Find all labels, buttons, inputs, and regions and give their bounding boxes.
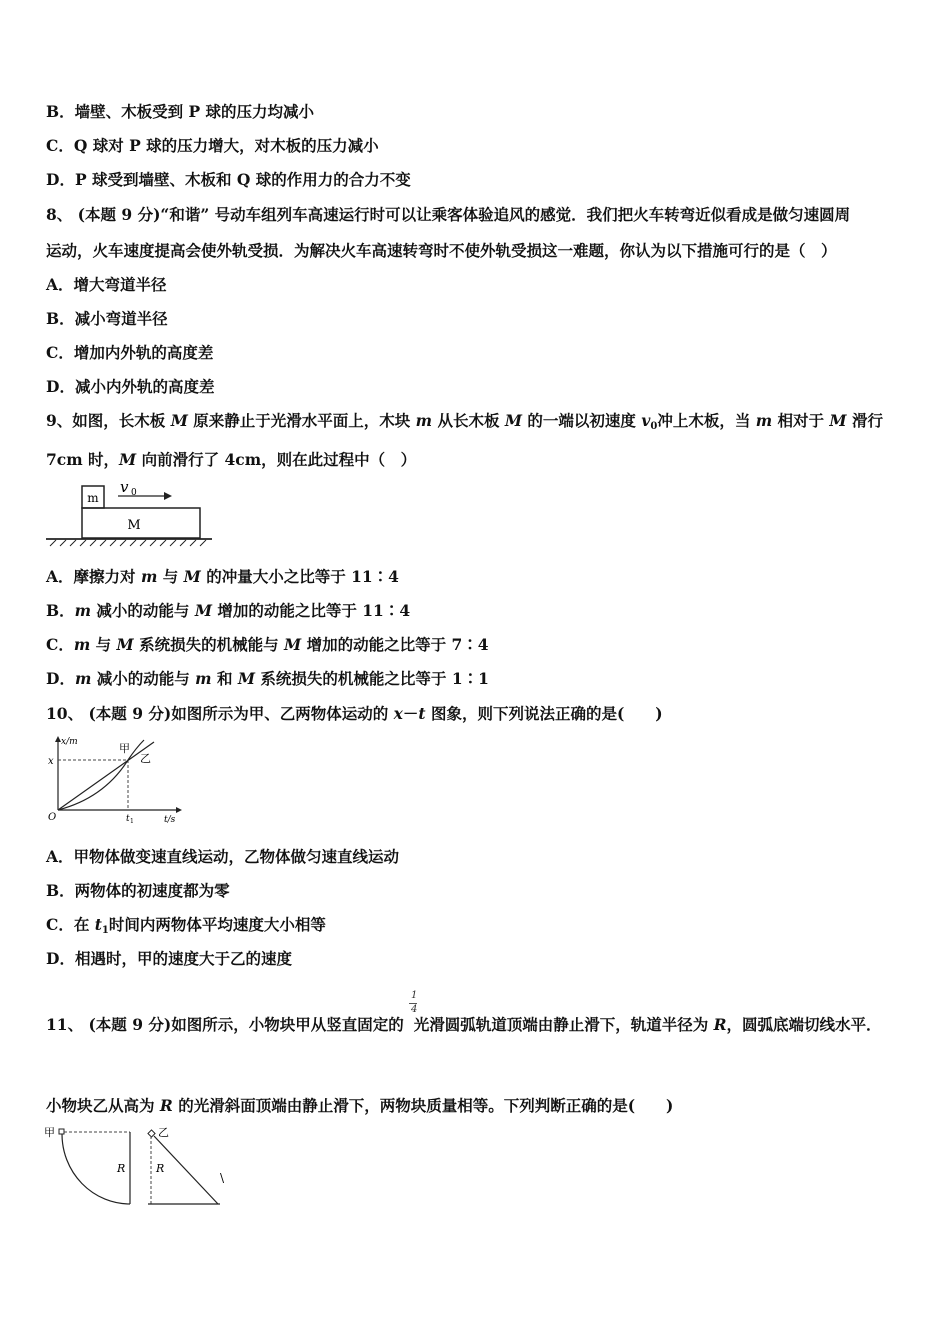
q9b-text: 减小的动能与 bbox=[91, 601, 195, 620]
q11-stem-line2 bbox=[46, 1096, 673, 1116]
q9c-var: m bbox=[73, 635, 91, 654]
q9a-var: M bbox=[183, 567, 201, 586]
q9-var: m bbox=[415, 411, 433, 430]
q11-text: 光滑圆弧轨道顶端由静止滑下，轨道半径为 bbox=[413, 1015, 714, 1034]
quarter-fraction-den: 4 bbox=[411, 1004, 418, 1015]
q9-option-a bbox=[46, 567, 399, 587]
q11-text: 的光滑斜面顶端由静止滑下，两物块质量相等。下列判断正确的是( ) bbox=[172, 1096, 674, 1115]
q9d-text: D． bbox=[46, 669, 75, 688]
q9c-text: 系统损失的机械能与 bbox=[133, 635, 285, 654]
q9-var: M bbox=[119, 450, 137, 469]
stray-mark: \ bbox=[220, 1171, 225, 1185]
ground-hatching bbox=[50, 540, 206, 546]
q9a-text: 与 bbox=[157, 567, 184, 586]
q9-var: M bbox=[170, 411, 188, 430]
q9d-text: 系统损失的机械能之比等于 1∶1 bbox=[255, 669, 489, 688]
q11-var: R bbox=[159, 1096, 173, 1115]
yi-block bbox=[148, 1130, 155, 1137]
q9-text: 滑行 bbox=[846, 411, 883, 430]
q9c-var: M bbox=[284, 635, 302, 654]
q10-var: t bbox=[418, 704, 426, 723]
velocity-arrow-head bbox=[164, 492, 172, 500]
t1-subscript: 1 bbox=[130, 818, 134, 825]
q9-option-b bbox=[46, 601, 410, 621]
q10-dash: － bbox=[402, 704, 419, 723]
x-axis-arrow bbox=[176, 807, 182, 813]
q10c-text: C．在 bbox=[46, 915, 95, 934]
q9c-text: 增加的动能之比等于 7∶4 bbox=[301, 635, 489, 654]
q10-option-d: D．相遇时，甲的速度大于乙的速度 bbox=[46, 949, 292, 968]
q9-text: 冲上木板，当 bbox=[657, 411, 756, 430]
velocity-subscript: 0 bbox=[131, 488, 137, 498]
q11-text: 小物块乙从高为 bbox=[46, 1096, 160, 1115]
q9-subscript: 0 bbox=[650, 421, 658, 432]
q9a-text: 的冲量大小之比等于 11∶4 bbox=[200, 567, 399, 586]
q9-text: 7cm 时， bbox=[46, 450, 120, 469]
board-label: M bbox=[127, 518, 141, 533]
jia-label: 甲 bbox=[119, 742, 130, 755]
quarter-fraction-num: 1 bbox=[411, 990, 418, 1001]
small-block-label: m bbox=[87, 491, 99, 505]
q9-text: 原来静止于光滑水平面上，木块 bbox=[187, 411, 416, 430]
q10c-var: t bbox=[94, 915, 102, 934]
q9-var: v bbox=[641, 411, 651, 430]
jia-block bbox=[59, 1129, 64, 1134]
t1-label: t bbox=[126, 814, 130, 824]
jia-block-label: 甲 bbox=[44, 1126, 55, 1139]
x-value-label: x bbox=[48, 756, 54, 767]
q10c-text: 时间内两物体平均速度大小相等 bbox=[108, 915, 326, 934]
q9d-var: m bbox=[195, 669, 212, 688]
q7-option-d: D．P 球受到墙壁、木板和 Q 球的作用力的合力不变 bbox=[46, 170, 411, 189]
q9-text: 从长木板 bbox=[432, 411, 505, 430]
q9-var: M bbox=[829, 411, 847, 430]
incline-height-label: R bbox=[156, 1162, 165, 1175]
q9-stem-line2 bbox=[46, 450, 416, 470]
q9c-text: C． bbox=[46, 635, 74, 654]
q9-option-c bbox=[46, 635, 489, 655]
q10-option-c bbox=[46, 915, 326, 941]
yi-label: 乙 bbox=[140, 752, 151, 765]
q9b-text: B． bbox=[46, 601, 75, 620]
board-M bbox=[82, 508, 200, 538]
q8-option-d: D．减小内外轨的高度差 bbox=[46, 377, 215, 396]
q9c-var: M bbox=[116, 635, 134, 654]
q10c-subscript: 1 bbox=[101, 925, 109, 936]
q10-option-b: B．两物体的初速度都为零 bbox=[46, 881, 230, 900]
x-axis-label: t/s bbox=[164, 815, 176, 825]
q11-text: 11、 (本题 9 分)如图所示，小物块甲从竖直固定的 bbox=[46, 1015, 404, 1034]
q9-text: 相对于 bbox=[772, 411, 830, 430]
q9b-text: 增加的动能之比等于 11∶4 bbox=[211, 601, 411, 620]
q7-option-c: C．Q 球对 P 球的压力增大，对木板的压力减小 bbox=[46, 136, 379, 155]
q8-option-c: C．增加内外轨的高度差 bbox=[46, 343, 214, 362]
q10-text: 10、 (本题 9 分)如图所示为甲、乙两物体运动的 bbox=[46, 704, 394, 723]
q8-option-a: A．增大弯道半径 bbox=[46, 275, 167, 294]
q9-var: m bbox=[755, 411, 773, 430]
q9-text: 9、如图，长木板 bbox=[46, 411, 171, 430]
q9d-var: m bbox=[74, 669, 92, 688]
q7-option-b: B．墙壁、木板受到 P 球的压力均减小 bbox=[46, 102, 315, 121]
q10-stem bbox=[46, 704, 663, 724]
q8-stem-line2: 运动，火车速度提高会使外轨受损．为解决火车高速转弯时不使外轨受损这一难题，你认为以下措施可行的是（ ） bbox=[46, 241, 837, 260]
q8-stem-line1: 8、 (本题 9 分)“和谐” 号动车组列车高速运行时可以让乘客体验追风的感觉．我们把火车转弯近似看成是做匀速圆周 bbox=[46, 205, 851, 224]
q9-text: 的一端以初速度 bbox=[522, 411, 642, 430]
q9d-var: M bbox=[237, 669, 256, 688]
origin-label: O bbox=[48, 812, 57, 823]
q9d-text: 减小的动能与 bbox=[91, 669, 196, 688]
q11-var: R bbox=[713, 1015, 727, 1034]
q10-text: 图象，则下列说法正确的是( ) bbox=[425, 704, 663, 723]
q9d-text: 和 bbox=[211, 669, 238, 688]
yi-block-label: 乙 bbox=[158, 1126, 169, 1139]
q10-option-a: A．甲物体做变速直线运动，乙物体做匀速直线运动 bbox=[46, 847, 400, 866]
q9b-var: m bbox=[74, 601, 92, 620]
q11-figure bbox=[40, 1122, 240, 1212]
velocity-label: v bbox=[120, 478, 129, 496]
q9-figure-block-board bbox=[46, 478, 216, 548]
q9-text: 向前滑行了 4cm，则在此过程中（ ） bbox=[136, 450, 417, 469]
y-axis-label: x/m bbox=[61, 737, 78, 747]
q9-stem-line1 bbox=[46, 411, 883, 437]
q11-text: ，圆弧底端切线水平． bbox=[726, 1015, 882, 1034]
q9-var: M bbox=[504, 411, 523, 430]
q9b-var: M bbox=[194, 601, 212, 620]
curve-jia bbox=[58, 740, 144, 810]
q10-xt-graph bbox=[44, 734, 190, 826]
q9a-text: A．摩擦力对 bbox=[46, 567, 141, 586]
q8-option-b: B．减小弯道半径 bbox=[46, 309, 168, 328]
q11-stem-line1 bbox=[46, 1015, 882, 1035]
q9c-text: 与 bbox=[90, 635, 117, 654]
q9-option-d bbox=[46, 669, 489, 689]
q9a-var: m bbox=[140, 567, 158, 586]
q10-var: x bbox=[393, 704, 403, 723]
arc-radius-label: R bbox=[117, 1162, 126, 1175]
